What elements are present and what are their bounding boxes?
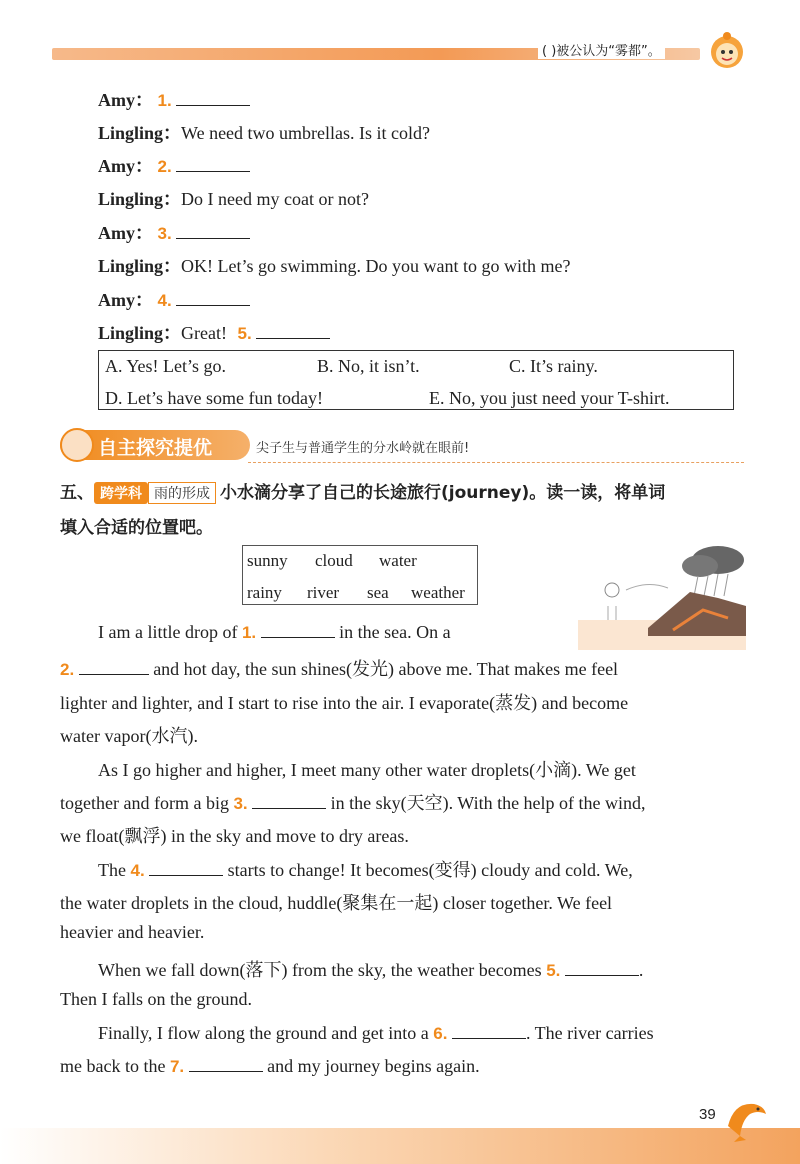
question-number: 4. [157, 291, 172, 310]
question-number: 5. [237, 324, 252, 343]
answer-blank[interactable] [261, 623, 335, 638]
blank-number: 4. [130, 861, 145, 880]
option-b: B. No, it isn’t. [317, 356, 420, 376]
passage-line [60, 1056, 744, 1077]
section-title: 自主探究提优 [98, 437, 213, 459]
tag-interdisciplinary: 跨学科 [94, 482, 148, 504]
speaker: Amy： [98, 90, 153, 110]
section-subtitle: 尖子生与普通学生的分水岭就在眼前! [256, 441, 470, 456]
speaker: Lingling： [98, 123, 182, 143]
passage-line: heavier and heavier. [60, 922, 205, 942]
dialogue-line [98, 86, 250, 112]
passage-text: and my journey begins again. [267, 1056, 480, 1076]
passage-line [98, 1023, 782, 1044]
passage-text: Finally, I flow along the ground and get into a [98, 1023, 429, 1043]
passage-text: together and form a big [60, 793, 229, 813]
dialogue-line [98, 319, 330, 345]
speaker: Lingling： [98, 323, 182, 343]
dolphin-icon [720, 1096, 770, 1144]
options-box [98, 350, 734, 410]
header-hint: ( )被公认为“雾都”。 [538, 40, 665, 59]
word: weather [411, 583, 465, 602]
passage-line [60, 789, 744, 815]
dialogue-text: Do I need my coat or not? [181, 189, 369, 209]
divider [248, 462, 744, 463]
dialogue-line [98, 252, 571, 278]
blank-number: 6. [433, 1024, 448, 1043]
word: water [379, 551, 417, 570]
dialogue-text: OK! Let’s go swimming. Do you want to go with me? [181, 256, 571, 276]
word-box [242, 545, 478, 605]
option-a: A. Yes! Let’s go. [105, 356, 227, 376]
answer-blank[interactable] [79, 660, 149, 675]
answer-blank[interactable] [189, 1057, 263, 1072]
dialogue-line [98, 152, 250, 178]
passage-text: When we fall down(落下) from the sky, the weather becomes [98, 960, 542, 980]
question-number: 1. [157, 91, 172, 110]
task-number: 五、 [60, 483, 94, 503]
answer-blank[interactable] [452, 1024, 526, 1039]
word: rainy [247, 583, 282, 602]
question-number: 3. [157, 224, 172, 243]
passage-line: water vapor(水汽). [60, 726, 198, 746]
passage-line: Then I falls on the ground. [60, 989, 252, 1009]
task-text: 小水滴分享了自己的长途旅行(journey)。读一读，将单词 [220, 483, 666, 503]
answer-blank[interactable] [176, 157, 250, 172]
word: sunny [247, 551, 288, 570]
passage-text: in the sea. On a [339, 622, 451, 642]
blank-number: 5. [546, 961, 561, 980]
blank-number: 1. [241, 623, 257, 642]
dialogue-line [98, 185, 369, 211]
passage-line [98, 856, 782, 882]
dialogue-line [98, 286, 250, 312]
answer-blank[interactable] [565, 961, 639, 976]
speaker: Amy： [98, 290, 153, 310]
passage-line [98, 622, 782, 643]
passage-line: As I go higher and higher, I meet many other water droplets(小滴). We get [98, 760, 636, 780]
passage-text: The [98, 860, 126, 880]
blank-number: 3. [233, 794, 248, 813]
passage-line [60, 655, 744, 681]
speaker: Lingling： [98, 189, 182, 209]
question-number: 2. [157, 157, 172, 176]
passage-text: me back to the [60, 1056, 166, 1076]
dialogue-text: We need two umbrellas. Is it cold? [181, 123, 431, 143]
answer-blank[interactable] [252, 794, 326, 809]
speaker: Amy： [98, 223, 153, 243]
dialogue-line [98, 219, 250, 245]
task-instruction-cont: 填入合适的位置吧。 [60, 518, 213, 538]
tag-topic: 雨的形成 [148, 482, 216, 504]
passage-text: starts to change! It becomes(变得) cloudy and cold. We, [227, 860, 633, 880]
passage-line: we float(飘浮) in the sky and move to dry areas. [60, 826, 409, 846]
passage-line: lighter and lighter, and I start to rise into the air. I evaporate(蒸发) and become [60, 693, 629, 713]
option-d: D. Let’s have some fun today! [105, 388, 323, 408]
answer-blank[interactable] [256, 324, 330, 339]
answer-blank[interactable] [176, 91, 250, 106]
word: sea [367, 583, 389, 602]
passage-text: . The river carries [525, 1023, 654, 1043]
passage-text: in the sky(天空). With the help of the wind, [330, 793, 646, 813]
passage-text: I am a little drop of [98, 622, 238, 642]
answer-blank[interactable] [176, 224, 250, 239]
passage-text: . [638, 960, 644, 980]
word: cloud [315, 551, 353, 570]
page-number: 39 [699, 1106, 716, 1123]
passage-text: and hot day, the sun shines(发光) above me. That makes me feel [153, 659, 619, 679]
speaker: Lingling： [98, 256, 182, 276]
option-c: C. It’s rainy. [509, 356, 598, 376]
answer-blank[interactable] [149, 861, 223, 876]
passage-line: the water droplets in the cloud, huddle(聚集在一起) closer together. We feel [60, 893, 613, 913]
word: river [307, 583, 340, 602]
passage-line [98, 956, 782, 982]
footer-band [0, 1128, 800, 1164]
dialogue-line [98, 119, 430, 145]
option-e: E. No, you just need your T-shirt. [429, 388, 670, 408]
mascot-icon [704, 28, 750, 74]
answer-blank[interactable] [176, 291, 250, 306]
blank-number: 2. [60, 660, 75, 679]
lightbulb-icon [60, 428, 94, 462]
speaker: Amy： [98, 156, 153, 176]
blank-number: 7. [169, 1057, 185, 1076]
dialogue-text: Great! [181, 323, 227, 343]
task-instruction [60, 478, 665, 504]
